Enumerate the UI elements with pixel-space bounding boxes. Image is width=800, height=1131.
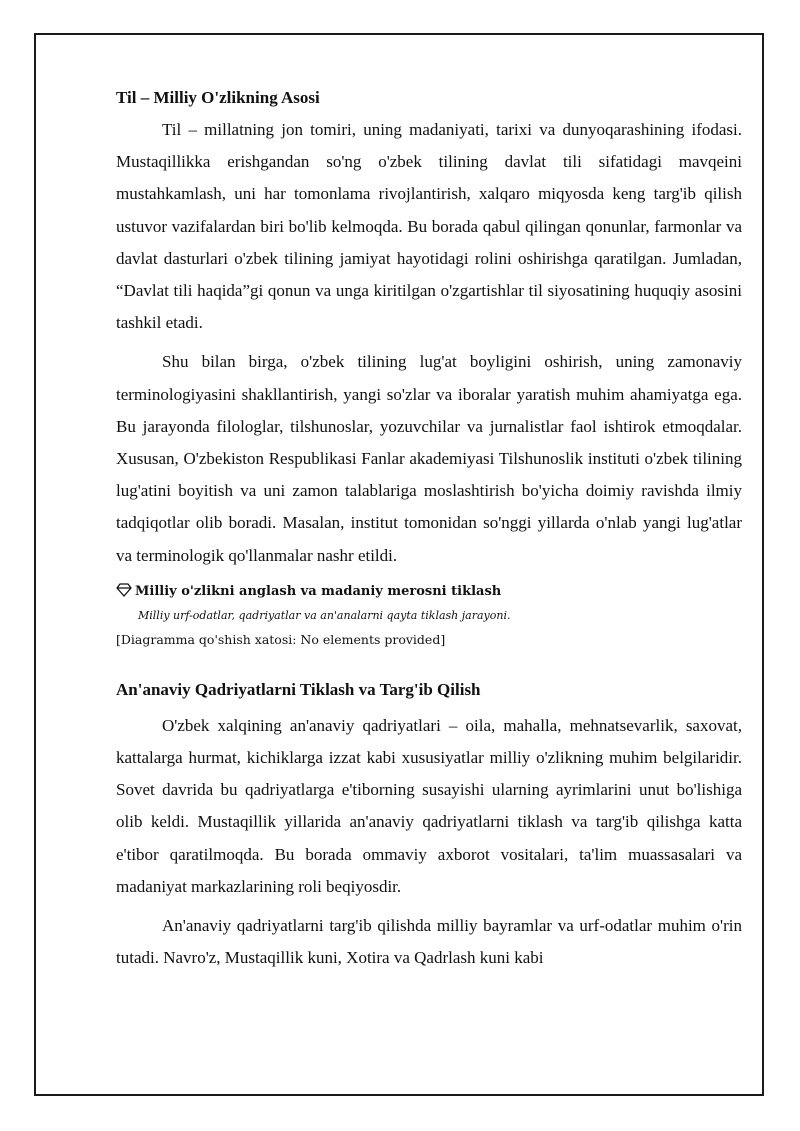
diagram-subtitle: Milliy urf-odatlar, qadriyatlar va an'analarni qayta tiklash jarayoni. [138,608,511,622]
diagram-title [116,582,742,602]
paragraph: An'anaviy qadriyatlarni targ'ib qilishda milliy bayramlar va urf-odatlar muhim o'rin tutadi. Navro'z, Mustaqillik kuni, Xotira va Qadrlash kuni kabi [116,916,742,968]
document-body [116,86,742,974]
diagram-placeholder [116,582,742,650]
section-heading-til: Til – Milliy O'zlikning Asosi [116,88,320,107]
diagram-error-message: [Diagramma qo'shish xatosi: No elements provided] [116,631,446,647]
section-heading-qadriyatlar: An'anaviy Qadriyatlarni Tiklash va Targ'ib Qilish [116,679,481,699]
diagram-title-text: Milliy o'zlikni anglash va madaniy merosni tiklash [135,583,502,599]
paragraph: Shu bilan birga, o'zbek tilining lug'at boyligini oshirish, uning zamonaviy terminologiyasini shakllantirish, yangi so'zlar va iboralar yaratish muhim ahamiyatga ega. Bu jarayonda filologlar, tilshunoslar, yozuvchilar va jurnalistlar faol ishtirok etmoqdalar. Xususan, O'zbekiston Respublikasi Fanlar akademiyasi Tilshunoslik instituti o'zbek tilining lug'atini boyitish va uni zamon talablariga moslashtirish bo'yicha doimiy ravishda ilmiy tadqiqotlar olib boradi. Masalan, institut tomonidan so'nggi yillarda o'nlab yangi lug'atlar va terminologik qo'llanmalar nashr etildi. [116,352,742,565]
paragraph: Til – millatning jon tomiri, uning madaniyati, tarixi va dunyoqarashining ifodasi. Mustaqillikka erishgandan so'ng o'zbek tilining davlat tili sifatidagi mavqeini mustahkamlash, uni har tomonlama rivojlantirish, xalqaro miqyosda keng targ'ib qilish ustuvor vazifalardan biri bo'lib kelmoqda. Bu borada qabul qilingan qonunlar, farmonlar va davlat dasturlari o'zbek tilining jamiyat hayotidagi rolini oshirishga qaratilgan. Jumladan, “Davlat tili haqida”gi qonun va unga kiritilgan o'zgartishlar til siyosatining huquqiy asosini tashkil etadi. [116,120,742,333]
paragraph: O'zbek xalqining an'anaviy qadriyatlari – oila, mahalla, mehnatsevarlik, saxovat, kattalarga hurmat, kichiklarga izzat kabi xususiyatlar milliy o'zlikning muhim belgilaridir. Sovet davrida bu qadriyatlarga e'tiborning susayishi ularning ayrimlarini unut bo'lishiga olib keldi. Mustaqillik yillarida an'anaviy qadriyatlarni tiklash va targ'ib qilishga katta e'tibor qaratilmoqda. Bu borada ommaviy axborot vositalari, ta'lim muassasalari va madaniyat markazlarining roli beqiyosdir. [116,715,742,896]
diamond-icon [116,583,132,597]
